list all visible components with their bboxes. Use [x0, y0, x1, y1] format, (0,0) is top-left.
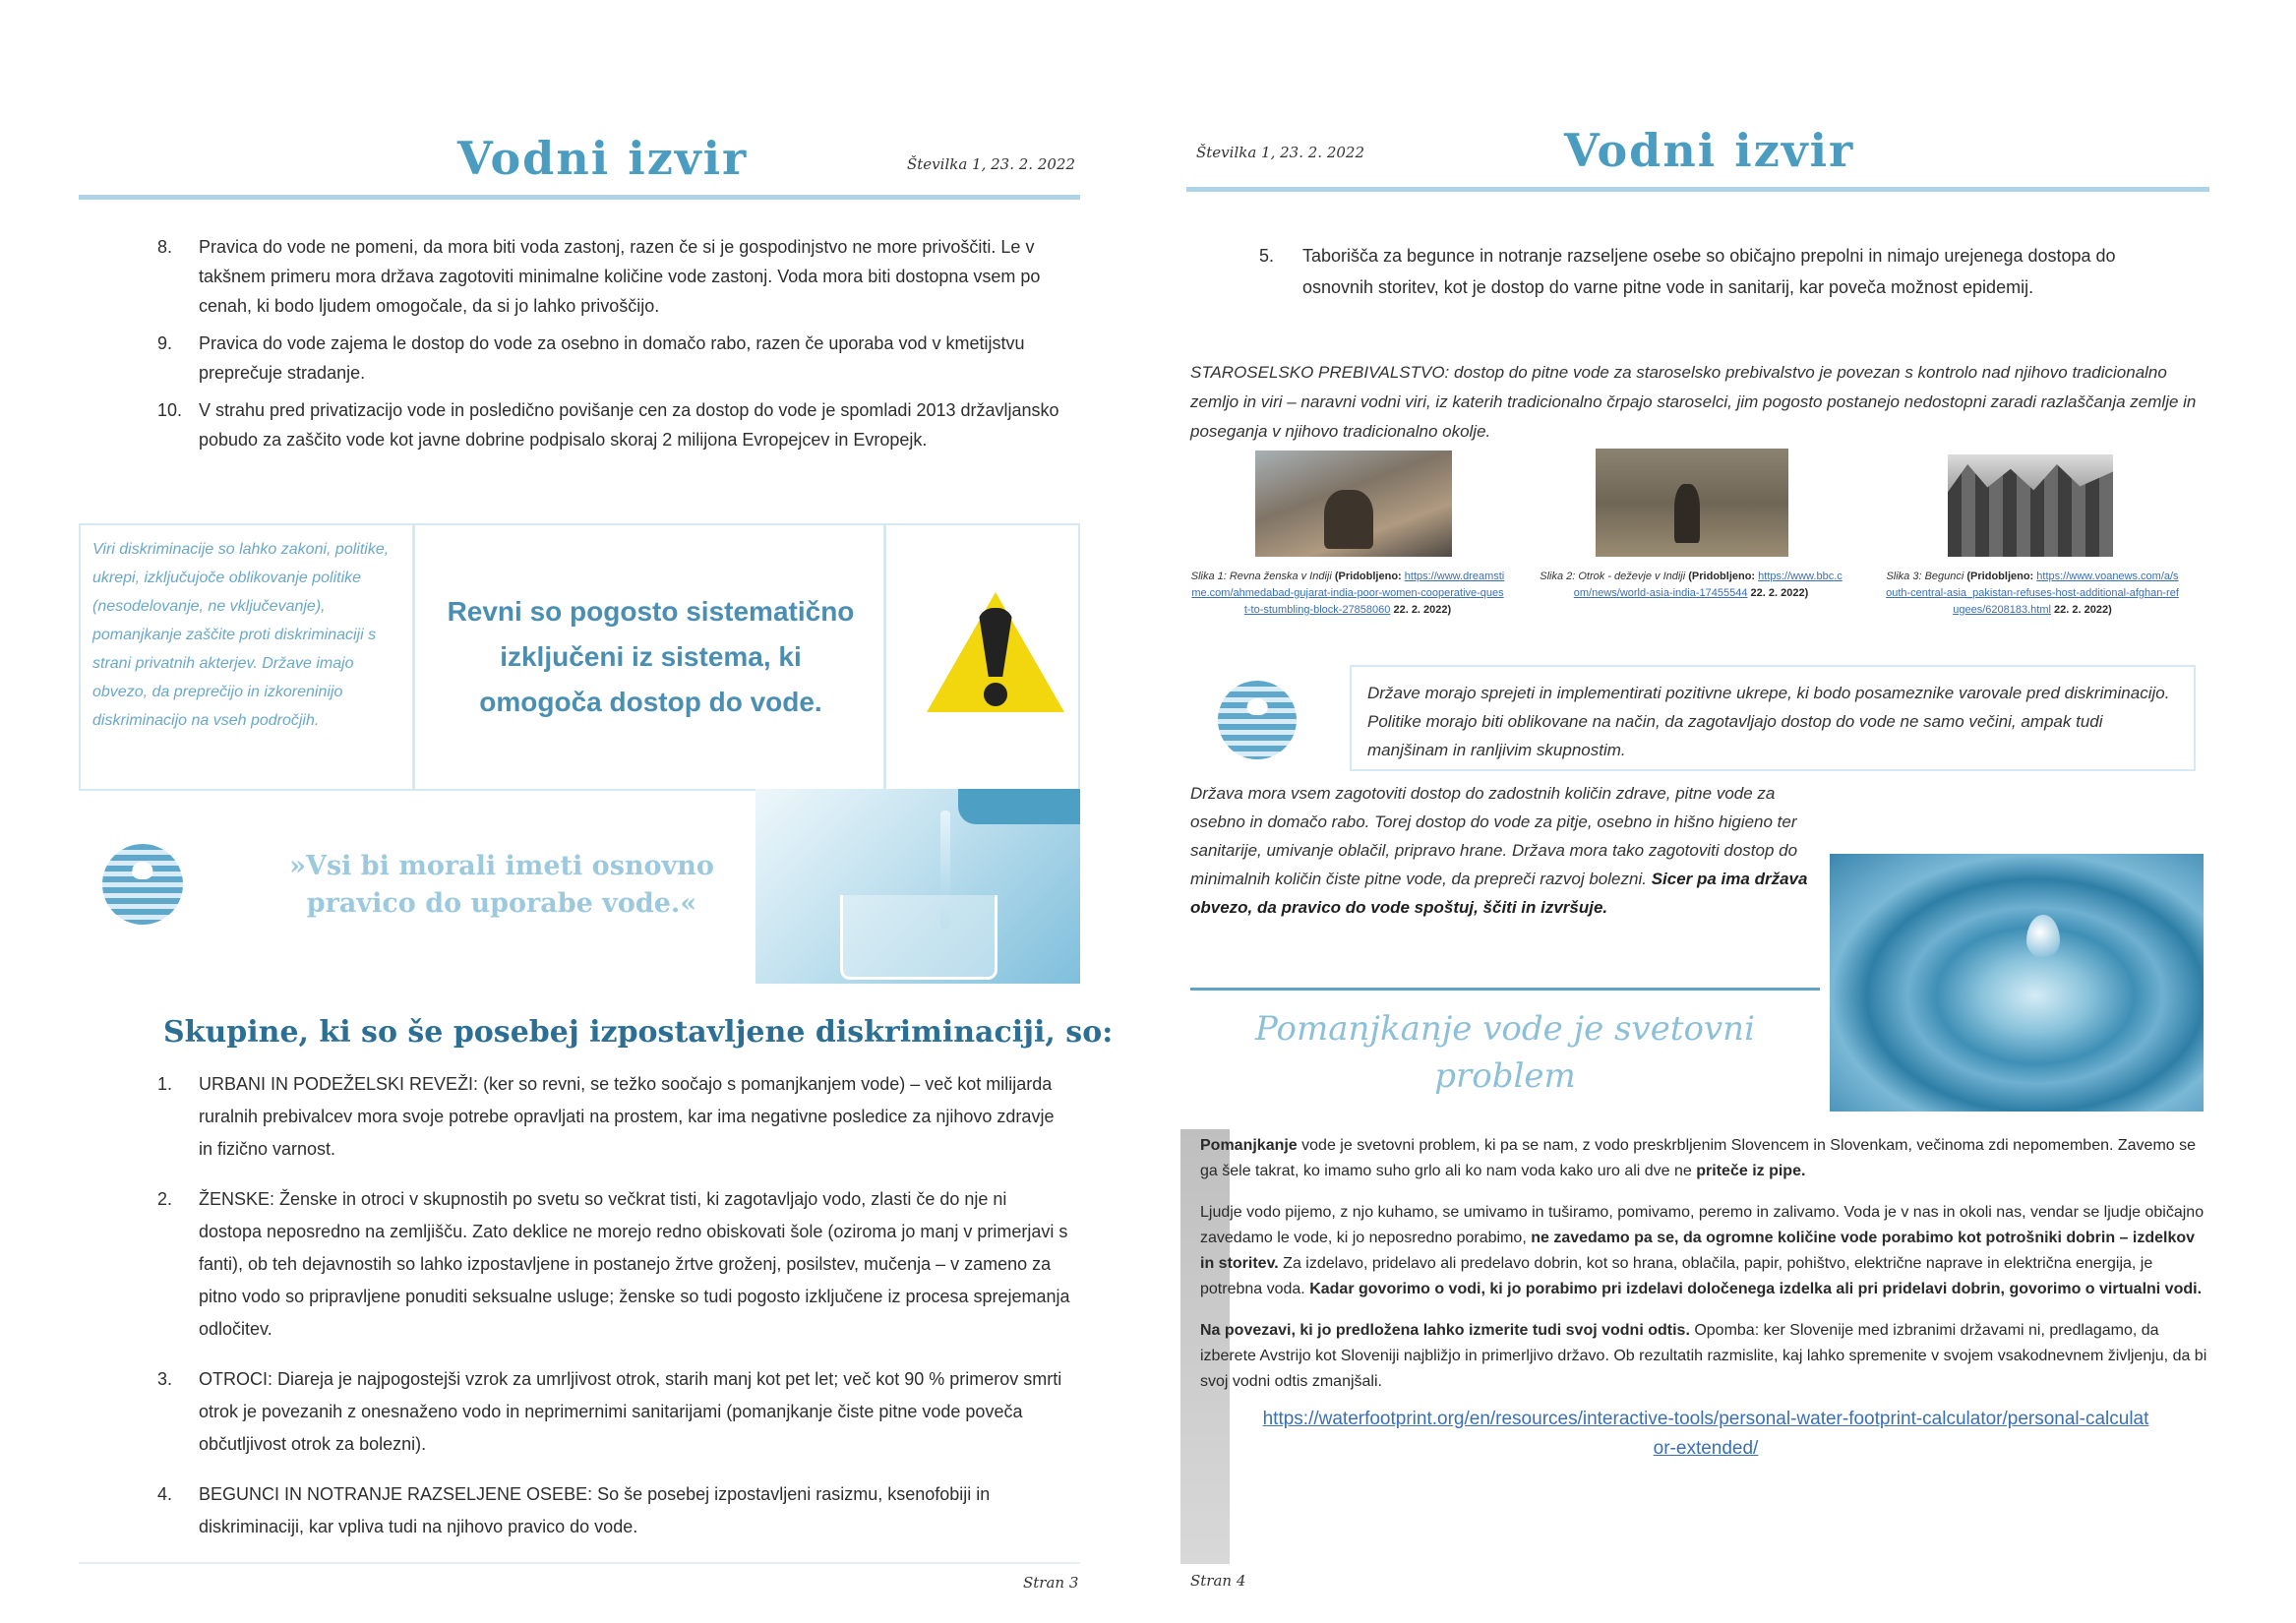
photo-caption-3: Slika 3: Begunci (Pridobljeno: https://www.voanews.com/a/south-central-asia_pakistan-refuses-host-additional-afghan-refugees/6208183.html 22. 2. 2022)	[1886, 571, 2179, 616]
page-number: Stran 3	[1023, 1574, 1079, 1592]
photo-source-link-3[interactable]: https://www.voanews.com/a/south-central-asia_pakistan-refuses-host-additional-afghan-refugees/6208183.html	[1886, 571, 2179, 616]
item-number: 5.	[1259, 246, 1275, 266]
state-obligation-paragraph: Država mora vsem zagotoviti dostop do zadostnih količin zdrave, pitne vode za osebno in domačo rabo. Torej dostop do vode za pitje, osebno in hišno higieno ter sanitarije, umivanje oblačil, pripravo hrane. Država mora tako zagotoviti dostop do minimalnih količin čiste pitne vode, da prepreči razvoj bolezni. Sicer pa ima država obvezo, da pravico do vode spoštuj, ščiti in izvršuje.	[1190, 784, 1808, 917]
issue-date: Številka 1, 23. 2. 2022	[1196, 144, 1365, 161]
list-item: 9. Pravica do vode zajema le dostop do vode za osebno in domačo rabo, razen če uporaba vod v kmetijstvu preprečuje stradanje.	[157, 333, 1025, 383]
photo-child-rain-india	[1596, 449, 1788, 557]
photo-poor-woman-india	[1255, 451, 1452, 557]
photo-source-link-2[interactable]: https://www.bbc.com/news/world-asia-india-17455544	[1573, 571, 1843, 599]
warning-exclamation-dot	[984, 683, 1007, 706]
sources-text: Viri diskriminacije so lahko zakoni, politike, ukrepi, izključujoče oblikovanje politike (nesodelovanje, ne vključevanje), pomanjkanje zaščite proti diskriminaciji s strani privatnih akterjev. Države imajo obvezo, da preprečijo in izkoreninijo diskriminacijo na vseh področjih.	[92, 541, 390, 729]
vulnerable-groups-list	[157, 1068, 1072, 1543]
list-item: 2. ŽENSKE: Ženske in otroci v skupnostih po svetu so večkrat tisti, ki zagotavljajo vodo, zlasti če do nje ni dostopa neposredno na zemljišču. Zato deklice ne morejo redno obiskovati šole (oziroma jo manj v primerjavi s fanti), ob teh dejavnostih so lahko izpostavljene in postanejo žrtve groženj, posilstev, mučenja – v zameno za pitno vodo so pripravljene ponuditi seksualne usluge; ženske so tudi pogosto izključene iz procesa sprejemanja odločitev.	[157, 1189, 1070, 1339]
measures-box	[1350, 665, 2196, 771]
page-4	[1141, 0, 2296, 1623]
photo-caption-2: Slika 2: Otrok - deževje v Indiji (Pridobljeno: https://www.bbc.com/news/world-asia-india-17455544 22. 2. 2022)	[1540, 571, 1843, 599]
headline-rule	[1190, 988, 1820, 991]
water-ripple-photo	[1830, 854, 2204, 1112]
list-item: 3. OTROCI: Diareja je najpogostejši vzrok za umrljivost otrok, starih manj kot pet let; več kot 90 % primerov smrti otrok je povezanih z onesnaženo vodo in neprimernimi sanitarijami (pomanjkanje čiste pitne vode poveča občutljivost otrok za bolezni).	[157, 1369, 1062, 1454]
quote-text: »Vsi bi morali imeti osnovno pravico do uporabe vode.«	[289, 851, 714, 919]
callout-text: Revni so pogosto sistematično izključeni iz sistema, ki omogoča dostop do vode.	[447, 596, 855, 717]
water-drop-logo-icon	[1218, 681, 1297, 759]
discrimination-panel	[79, 523, 1080, 791]
headline: Pomanjkanje vode je svetovni problem	[1255, 1009, 1755, 1096]
photo-caption-1: Slika 1: Revna ženska v Indiji (Pridobljeno: https://www.dreamstime.com/ahmedabad-gujarat-india-poor-women-cooperative-quest-to-stumbling-block-27858060 22. 2. 2022)	[1190, 571, 1505, 616]
list-item: 8. Pravica do vode ne pomeni, da mora biti voda zastonj, razen če si je gospodinjstvo ne more privoščiti. Le v takšnem primeru mora država zagotoviti minimalne količine vode zastonj. Voda mora biti dostopna vsem po cenah, ki bodo ljudem omogočale, da si jo lahko privoščijo.	[157, 237, 1041, 316]
header-rule	[79, 195, 1080, 200]
article-paragraph-2: Ljudje vodo pijemo, z njo kuhamo, se umivamo in tuširamo, pomivamo, peremo in zalivamo. Voda je v nas in okoli nas, vendar se ljudje običajno zavedamo le vode, ki jo neposredno porabimo, ne zavedamo pa se, da ogromne količine vode porabimo kot potrošniki dobrin – izdelkov in storitev. Za izdelavo, pridelavo ali predelavo dobrin, kot so hrana, oblačila, papir, pohištvo, električne naprave in električna energija, je potrebna voda. Kadar govorimo o vodi, ki jo porabimo pri izdelavi določenega izdelka ali pri pridelavi dobrin, govorimo o virtualni vodi.	[1200, 1204, 2205, 1297]
footer-rule	[79, 1562, 1080, 1564]
article-paragraph-3: Na povezavi, ki jo predložena lahko izmerite tudi svoj vodni odtis. Opomba: ker Slovenije med izbranimi državami ni, predlagamo, da izberete Avstrijo kot Sloveniji najbližjo in primerljivo državo. Ob rezultatih razmislite, kaj lahko spremenite v svojem vsakodnevnem življenju, da bi svoj vodni odtis zmanjšali.	[1200, 1322, 2207, 1390]
article-paragraph-1: Pomanjkanje vode je svetovni problem, ki pa se nam, z vodo preskrbljenim Slovencem in Slovenkam, večinoma zdi nepomemben. Zavemo se ga šele takrat, ko imamo suho grlo ali ko nam voda kako uro ali dve ne priteče iz pipe.	[1200, 1137, 2197, 1179]
item-text: Taborišča za begunce in notranje razseljene osebe so običajno prepolni in nimajo urejenega dostopa do osnovnih storitev, kot je dostop do varne pitne vode in sanitarij, kar poveča možnost epidemij.	[1302, 246, 2116, 297]
list-item: 4. BEGUNCI IN NOTRANJE RAZSELJENE OSEBE: So še posebej izpostavljeni rasizmu, ksenofobiji in diskriminaciji, kar vpliva tudi na njihovo pravico do vode.	[157, 1484, 991, 1536]
article-body	[1200, 1133, 2211, 1464]
photo-refugees	[1948, 454, 2113, 557]
measures-text: Države morajo sprejeti in implementirati pozitivne ukrepe, ki bodo posameznike varovale pred diskriminacijo. Politike morajo biti oblikovane na način, da zagotavljajo dostop do vode ne samo večini, ampak tudi manjšinam in ranljivim skupnostim.	[1367, 684, 2170, 759]
rights-list-continued	[157, 232, 1072, 454]
newsletter-title: Vodni izvir	[457, 132, 749, 185]
issue-date: Številka 1, 23. 2. 2022	[907, 155, 1076, 173]
callout-box	[418, 525, 886, 789]
water-glass-photo	[755, 789, 1080, 984]
list-item: 10. V strahu pred privatizacijo vode in posledično povišanje cen za dostop do vode je spomladi 2013 državljansko pobudo za zaščito vode kot javne dobrine podpisalo skoraj 2 milijona Evropejcev in Evropejk.	[157, 400, 1059, 450]
sources-sidebar	[81, 525, 415, 789]
page-3	[0, 0, 1136, 1623]
newsletter-title: Vodni izvir	[1564, 124, 1855, 177]
water-footprint-link[interactable]: https://waterfootprint.org/en/resources/interactive-tools/personal-water-footprint-calculator/personal-calculator-extended/	[1262, 1409, 2149, 1459]
section-heading: Skupine, ki so še posebej izpostavljene diskriminaciji, so:	[163, 1015, 1114, 1050]
item-5	[1259, 240, 2184, 303]
indigenous-paragraph: STAROSELSKO PREBIVALSTVO: dostop do pitne vode za staroselsko prebivalstvo je povezan s kontrolo nad njihovo tradicionalno zemljo in viri – naravni vodni viri, iz katerih tradicionalno črpajo staroselci, jim pogosto postanejo nedostopni zaradi razlaščanja zemlje in poseganja v njihovo tradicionalno okolje.	[1190, 363, 2197, 441]
page-number: Stran 4	[1190, 1572, 1246, 1590]
photo-source-link-1[interactable]: https://www.dreamstime.com/ahmedabad-gujarat-india-poor-women-cooperative-quest-to-stumbling-block-27858060	[1191, 571, 1505, 616]
header-rule	[1186, 187, 2209, 192]
water-drop-logo-icon	[102, 844, 183, 925]
list-item: 1. URBANI IN PODEŽELSKI REVEŽI: (ker so revni, se težko soočajo s pomanjkanjem vode) – več kot milijarda ruralnih prebivalcev mora svoje potrebe opravljati na prostem, kar ima negativne posledice za njihovo zdravje in fizično varnost.	[157, 1074, 1055, 1159]
